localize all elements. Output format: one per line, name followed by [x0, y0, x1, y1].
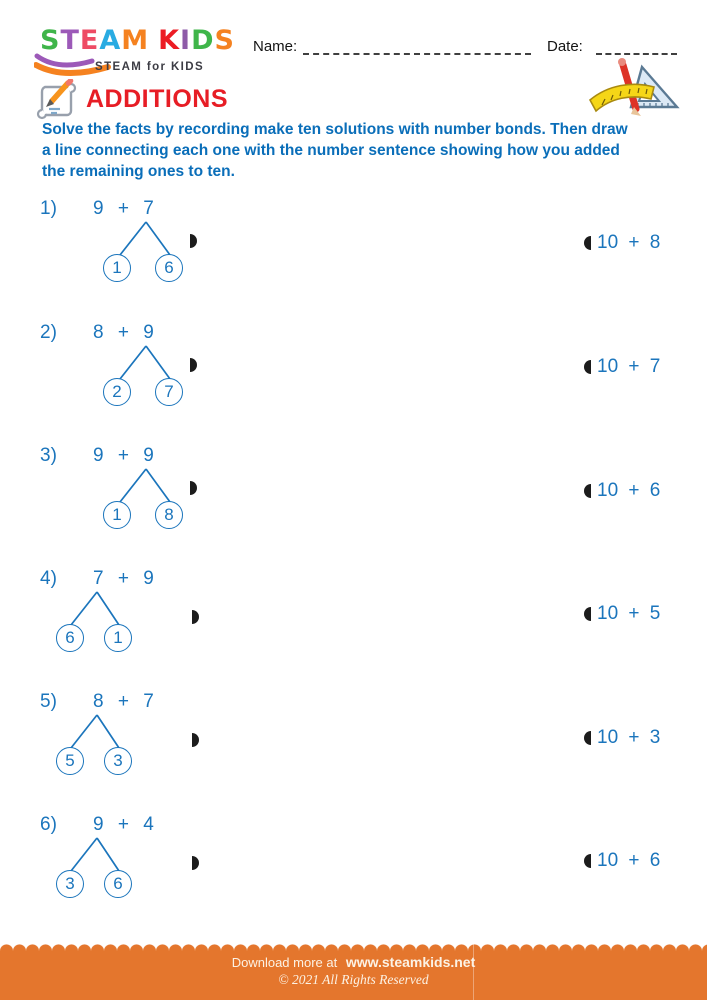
answer-row-4 — [584, 602, 660, 626]
instruction-line: a line connecting each one with the number sentence showing how you added — [42, 142, 620, 159]
problem-number: 1) — [40, 198, 57, 219]
scallop-border — [0, 944, 707, 951]
answer-row-3 — [584, 479, 660, 503]
problem-row-1 — [40, 198, 270, 304]
connector-marker-left[interactable] — [584, 236, 591, 250]
instruction-line: Solve the facts by recording make ten solutions with number bonds. Then draw — [42, 121, 628, 138]
number-bond-lines — [40, 322, 270, 428]
answer-text: 10 + 6 — [597, 850, 661, 871]
ruler-pencil-triangle-icon — [586, 53, 684, 121]
bond-circle: 6 — [104, 870, 132, 898]
footer-download-line — [232, 954, 476, 970]
problem-row-6 — [40, 814, 270, 920]
name-input-line[interactable] — [303, 37, 531, 55]
problem-row-2 — [40, 322, 270, 428]
logo-letter: S — [214, 25, 235, 56]
name-label: Name: — [253, 38, 298, 55]
footer-seam-divider — [473, 944, 474, 1000]
bond-circle: 2 — [103, 378, 131, 406]
problem-expression: 8 + 7 — [93, 691, 154, 712]
footer-download-text: Download more at — [231, 955, 338, 970]
answer-row-6 — [584, 849, 660, 873]
footer-copyright: © 2021 All Rights Reserved — [278, 972, 429, 987]
bond-circle: 5 — [56, 747, 84, 775]
logo-letter: E — [79, 25, 100, 56]
problem-expression: 8 + 9 — [93, 322, 154, 343]
connector-marker-left[interactable] — [584, 484, 591, 498]
problem-row-3 — [40, 445, 270, 551]
logo-subtitle: STEAM for KIDS — [95, 61, 205, 73]
footer — [0, 944, 707, 1000]
connector-marker-left[interactable] — [584, 854, 591, 868]
problem-number: 2) — [40, 322, 57, 343]
footer-band — [0, 951, 707, 1000]
answer-row-5 — [584, 726, 660, 750]
logo-letter: K — [158, 25, 181, 56]
problem-expression: 9 + 9 — [93, 445, 154, 466]
bond-circle: 1 — [104, 624, 132, 652]
bond-circle: 6 — [56, 624, 84, 652]
page-title: ADDITIONS — [86, 85, 228, 113]
bond-circle: 1 — [103, 254, 131, 282]
bond-circle: 3 — [104, 747, 132, 775]
number-bond-lines — [40, 198, 270, 304]
bond-circle: 7 — [155, 378, 183, 406]
answer-row-1 — [584, 231, 660, 255]
problem-expression: 9 + 4 — [93, 814, 154, 835]
answer-text: 10 + 5 — [597, 603, 661, 624]
bond-circle: 6 — [155, 254, 183, 282]
date-label: Date: — [547, 38, 583, 55]
problem-row-5 — [40, 691, 270, 797]
instructions — [42, 119, 692, 182]
answer-text: 10 + 3 — [597, 727, 661, 748]
problem-expression: 7 + 9 — [93, 568, 154, 589]
pencil-note-icon — [36, 79, 80, 121]
answer-text: 10 + 7 — [597, 356, 661, 377]
footer-site-link[interactable]: www.steamkids.net — [345, 954, 476, 970]
logo-letter: A — [99, 25, 122, 56]
problem-number: 4) — [40, 568, 57, 589]
problem-expression: 9 + 7 — [93, 198, 154, 219]
bond-circle: 3 — [56, 870, 84, 898]
bond-circle: 1 — [103, 501, 131, 529]
answer-row-2 — [584, 355, 660, 379]
problem-number: 3) — [40, 445, 57, 466]
connector-marker-left[interactable] — [584, 607, 591, 621]
answer-text: 10 + 6 — [597, 480, 661, 501]
steam-kids-logo — [40, 27, 235, 54]
number-bond-lines — [40, 814, 270, 920]
problem-row-4 — [40, 568, 270, 674]
instruction-line: the remaining ones to ten. — [42, 163, 235, 180]
connector-marker-left[interactable] — [584, 360, 591, 374]
problem-number: 6) — [40, 814, 57, 835]
problem-number: 5) — [40, 691, 57, 712]
answer-text: 10 + 8 — [597, 232, 661, 253]
connector-marker-left[interactable] — [584, 731, 591, 745]
number-bond-lines — [40, 445, 270, 551]
number-bond-lines — [40, 568, 270, 674]
logo-letter: M — [121, 25, 150, 56]
logo-letter: T — [60, 25, 80, 56]
logo-letter: D — [191, 25, 215, 56]
bond-circle: 8 — [155, 501, 183, 529]
logo-letter: S — [40, 25, 61, 56]
logo-letter: I — [180, 25, 192, 56]
number-bond-lines — [40, 691, 270, 797]
